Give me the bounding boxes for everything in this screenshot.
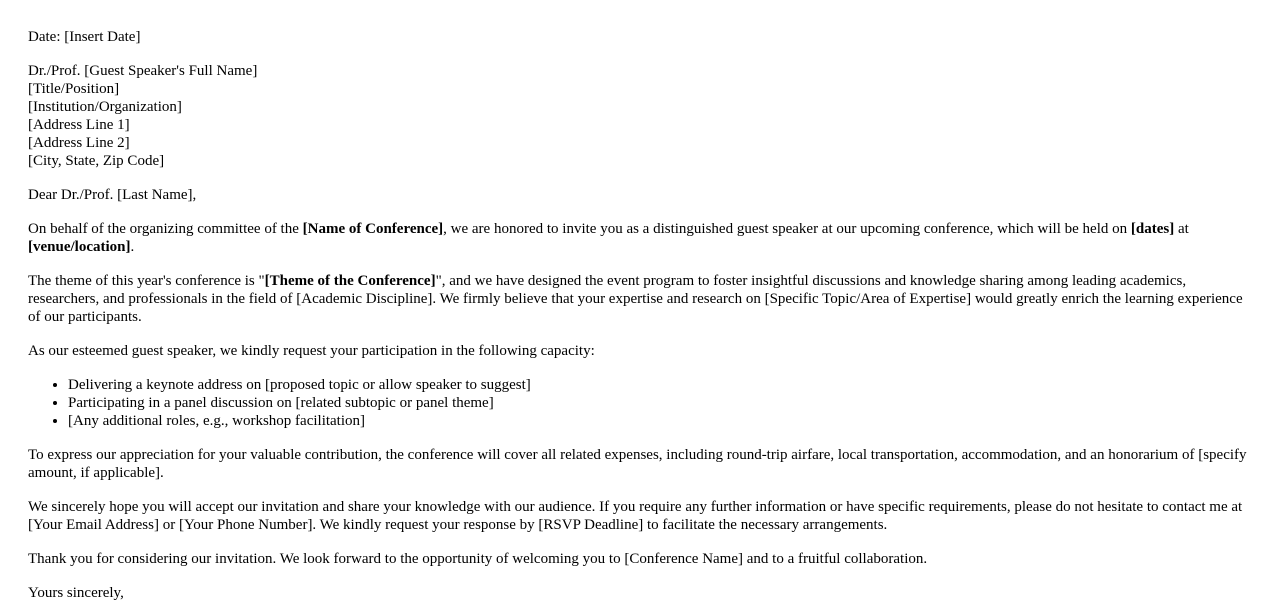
recipient-address-line-2: [Address Line 2]	[28, 135, 130, 151]
venue-placeholder: [venue/location]	[28, 239, 131, 255]
paragraph-invitation-text-1: On behalf of the organizing committee of the	[28, 221, 303, 237]
paragraph-appreciation: To express our appreciation for your valuable contribution, the conference will cover all related expenses, including round-trip airfare, local transportation, accommodation, and an honorarium of [specify amount, if applicable].	[28, 447, 1247, 481]
paragraph-invitation-text-2: , we are honored to invite you as a distinguished guest speaker at our upcoming conference, which will be held on	[443, 221, 1131, 237]
roles-list	[28, 376, 1253, 430]
paragraph-contact: We sincerely hope you will accept our invitation and share your knowledge with our audience. If you require any further information or have specific requirements, please do not hesitate to contact me at [Your Email Address] or [Your Phone Number]. We kindly request your response by [RSVP Deadline] to facilitate the necessary arrangements.	[28, 499, 1243, 533]
recipient-address-block	[28, 62, 1253, 170]
paragraph-request: As our esteemed guest speaker, we kindly request your participation in the following capacity:	[28, 343, 595, 359]
paragraph-theme-text-1: The theme of this year's conference is "	[28, 273, 265, 289]
list-item: • Participating in a panel discussion on [related subtopic or panel theme]	[68, 394, 1253, 412]
salutation: Dear Dr./Prof. [Last Name],	[28, 187, 197, 203]
paragraph-thanks: Thank you for considering our invitation. We look forward to the opportunity of welcoming you to [Conference Name] and to a fruitful collaboration.	[28, 551, 928, 567]
recipient-institution: [Institution/Organization]	[28, 99, 182, 115]
recipient-title: [Title/Position]	[28, 81, 120, 97]
list-item: • Delivering a keynote address on [proposed topic or allow speaker to suggest]	[68, 376, 1253, 394]
conference-theme-placeholder: [Theme of the Conference]	[264, 273, 436, 289]
list-item: • [Any additional roles, e.g., workshop facilitation]	[68, 412, 1253, 430]
recipient-name: Dr./Prof. [Guest Speaker's Full Name]	[28, 63, 258, 79]
recipient-city-state-zip: [City, State, Zip Code]	[28, 153, 165, 169]
closing: Yours sincerely,	[28, 585, 124, 601]
letter-date: Date: [Insert Date]	[28, 29, 141, 45]
conference-name-placeholder: [Name of Conference]	[302, 221, 444, 237]
paragraph-invitation-text-3: at	[1174, 221, 1189, 237]
dates-placeholder: [dates]	[1130, 221, 1175, 237]
paragraph-theme	[28, 272, 1253, 326]
paragraph-invitation	[28, 220, 1253, 256]
paragraph-invitation-text-4: .	[130, 239, 135, 255]
recipient-address-line-1: [Address Line 1]	[28, 117, 130, 133]
paragraph-theme-text-2: ", and we have designed the event program to foster insightful discussions and knowledge sharing among leading academics, researchers, and professionals in the field of [Academic Discipline]. We firmly believe that your expertise and research on [Specific Topic/Area of Expertise] would greatly enrich the learning experience of our participants.	[28, 273, 1243, 325]
